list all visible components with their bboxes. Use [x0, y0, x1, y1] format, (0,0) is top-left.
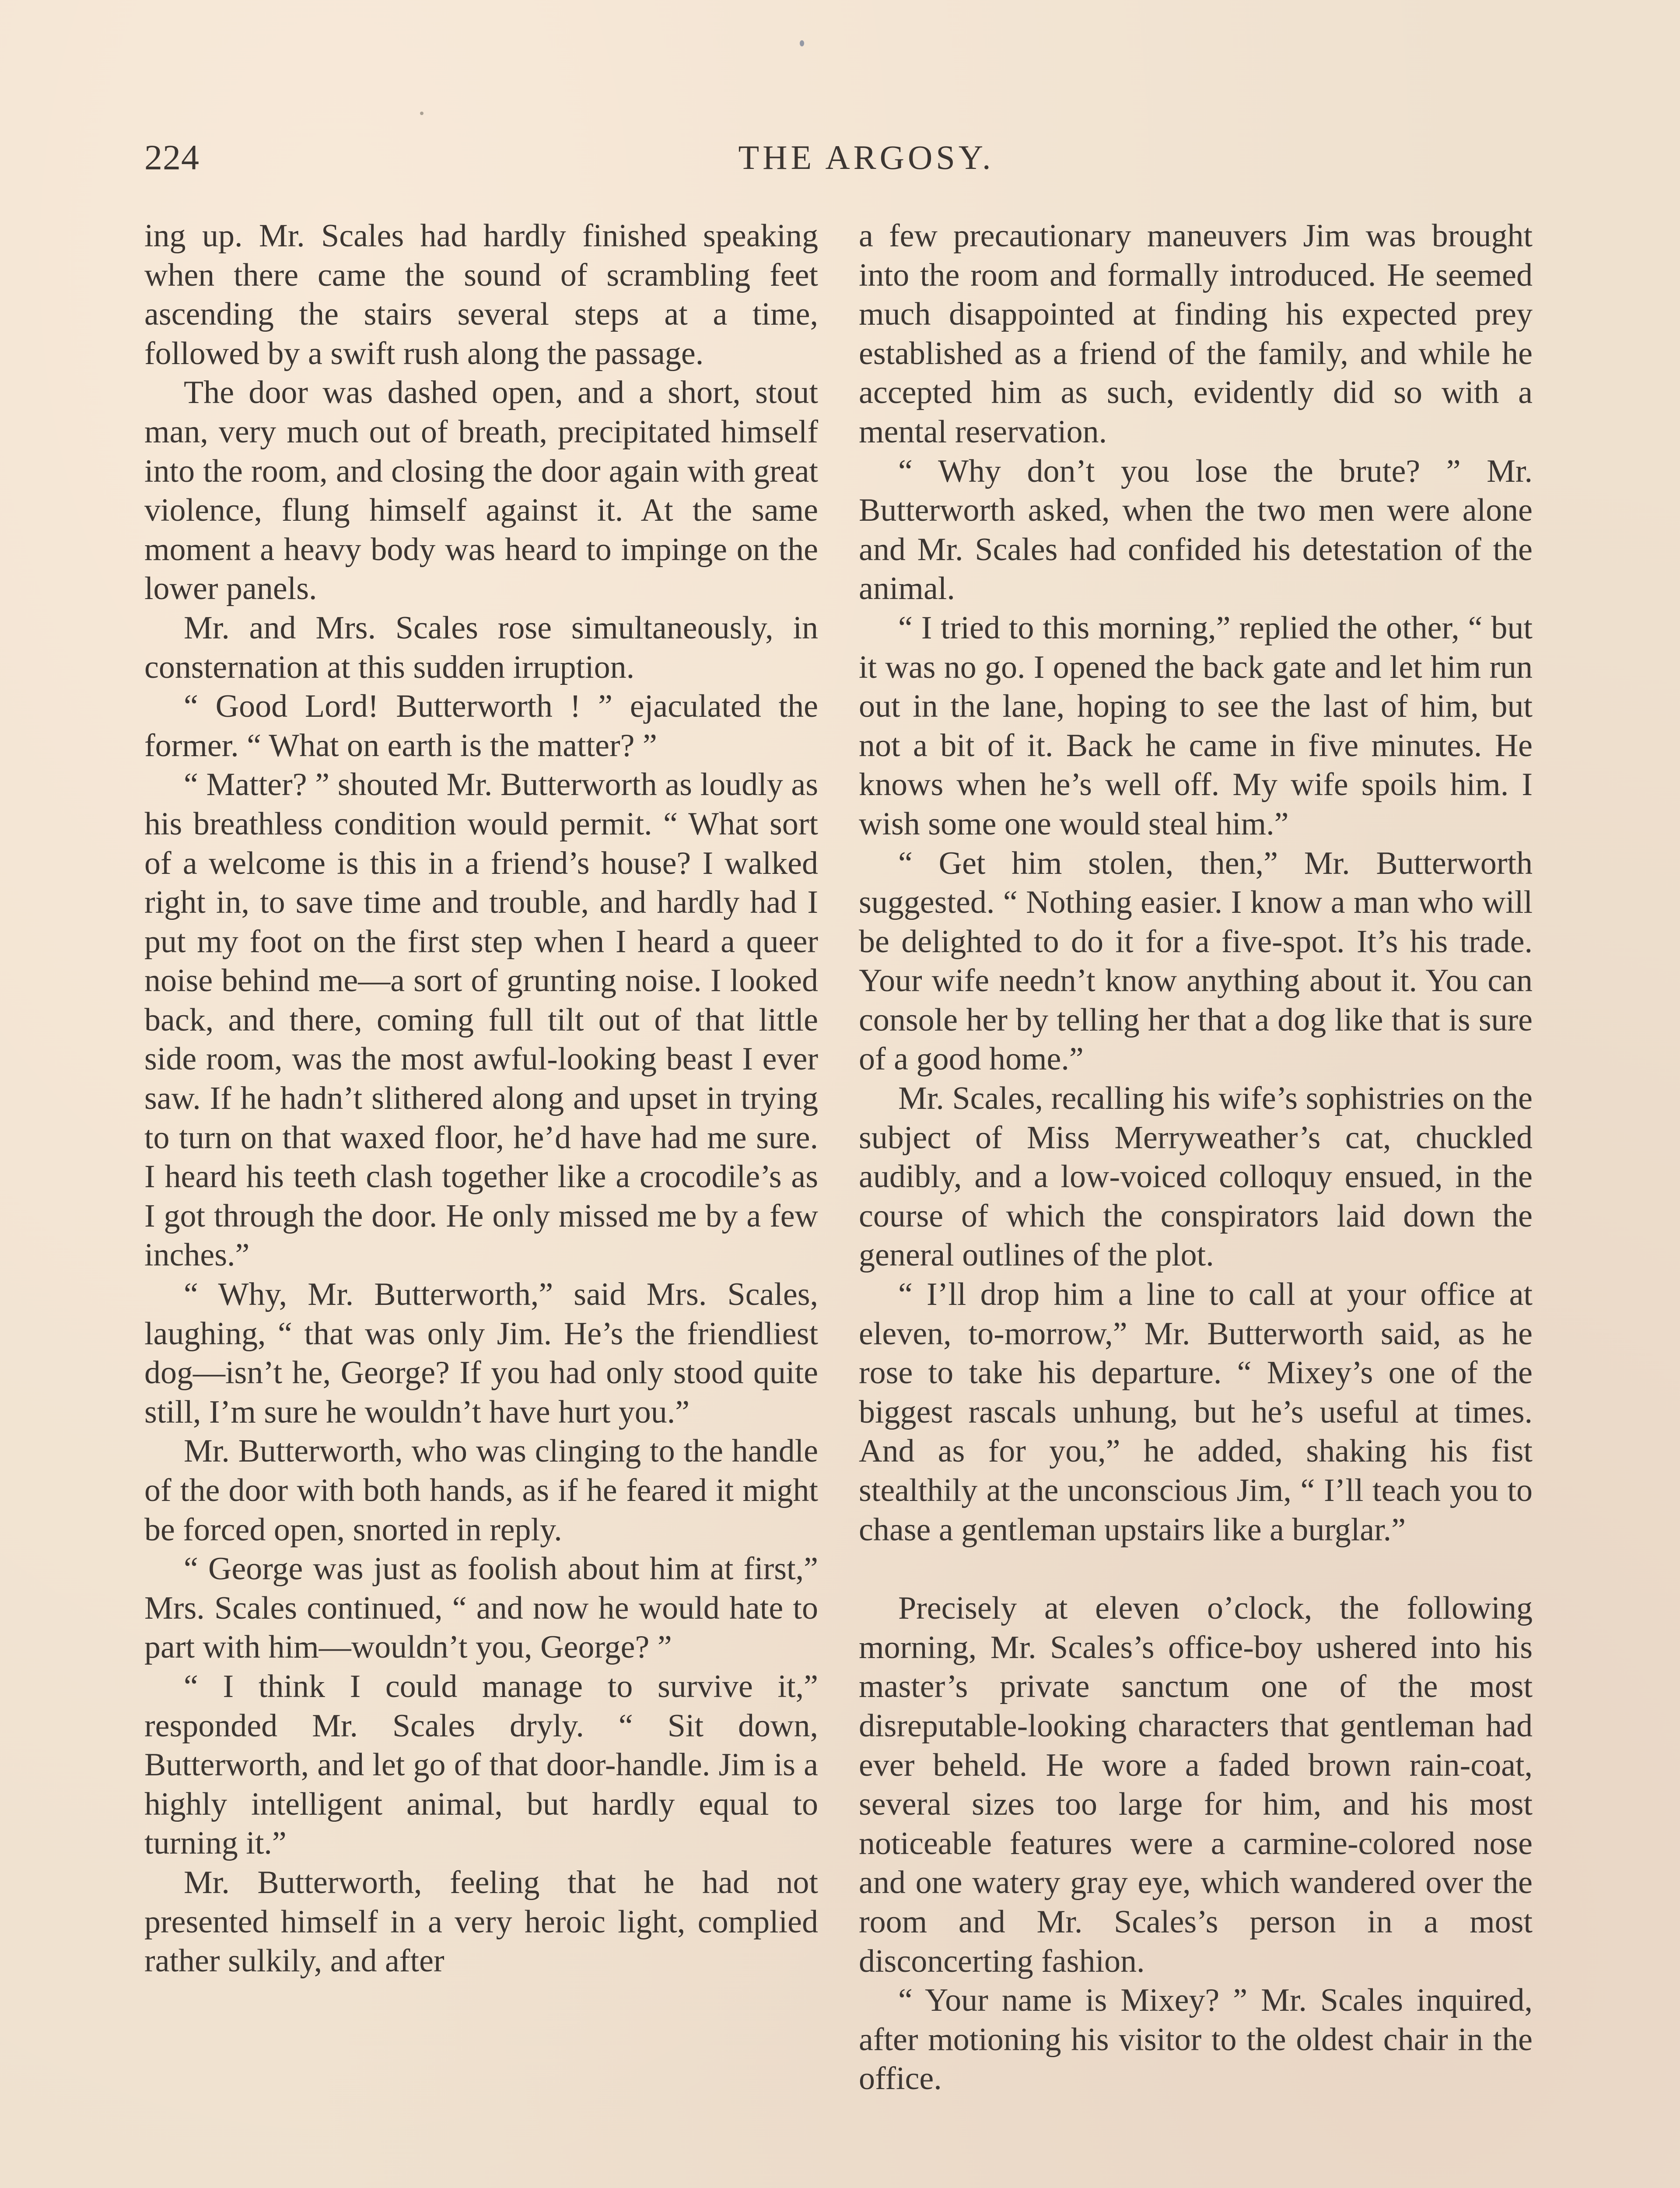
paragraph: a few precautionary maneuvers Jim was brought into the room and formally introduced. He seemed much disappointed at finding his expected prey established as a friend of the family, and while he accepted him as such, evidently did so with a mental reservation. [859, 218, 1533, 450]
paragraph: “ I’ll drop him a line to call at your office at eleven, to-morrow,” Mr. Butterworth said, as he rose to take his departure. “ Mixey’s one of the biggest rascals unhung, but he’s useful at times. And as for you,” he added, shaking his fist stealthily at the unconscious Jim, “ I’ll teach you to chase a gentleman upstairs like a burglar.” [859, 1276, 1533, 1548]
journal-title: THE ARGOSY. [738, 138, 994, 176]
paragraph: “ Get him stolen, then,” Mr. Butterworth suggested. “ Nothing easier. I know a man who will be delighted to do it for a five-spot. It’s his trade. Your wife needn’t know anything about it. You can console her by telling her that a dog like that is sure of a good home.” [859, 845, 1533, 1077]
paragraph: Mr. and Mrs. Scales rose simultaneously, in consternation at this sudden irruption. [144, 610, 818, 685]
paragraph: “ Matter? ” shouted Mr. Butterworth as loudly as his breathless condition would permit. “ What sort of a welcome is this in a friend’s house? I walked right in, to save time and trouble, and hardly had I put my foot on the first step when I heard a queer noise behind me—a sort of grunting noise. I looked back, and there, coming full tilt out of that little side room, was the most awful-looking beast I ever saw. If he hadn’t slithered along and upset in trying to turn on that waxed floor, he’d have had me sure. I heard his teeth clash together like a crocodile’s as I got through the door. He only missed me by a few inches.” [144, 767, 818, 1273]
paragraph: “ George was just as foolish about him at first,” Mrs. Scales continued, “ and now he would hate to part with him—wouldn’t you, George? ” [144, 1551, 818, 1666]
running-head [144, 131, 1536, 184]
page-number: 224 [144, 137, 200, 177]
paragraph: “ Why, Mr. Butterworth,” said Mrs. Scales, laughing, “ that was only Jim. He’s the friendliest dog—isn’t he, George? If you had only stood quite still, I’m sure he wouldn’t have hurt you.” [144, 1276, 818, 1430]
paragraph: Mr. Butterworth, who was clinging to the handle of the door with both hands, as if he feared it might be forced open, snorted in reply. [144, 1433, 818, 1548]
paragraph: “ Why don’t you lose the brute? ” Mr. Butterworth asked, when the two men were alone and Mr. Scales had confided his detestation of the animal. [859, 453, 1533, 607]
ink-speck [800, 40, 804, 46]
paragraph: Mr. Butterworth, feeling that he had not presented himself in a very heroic light, complied rather sulkily, and after [144, 1864, 818, 1979]
paragraph: “ Good Lord! Butterworth ! ” ejaculated the former. “ What on earth is the matter? ” [144, 688, 818, 764]
right-column [859, 217, 1533, 2099]
paragraph: “ Your name is Mixey? ” Mr. Scales inquired, after motioning his visitor to the oldest chair in the office. [859, 1982, 1533, 2097]
paragraph: Mr. Scales, recalling his wife’s sophistries on the subject of Miss Merryweather’s cat, chuckled audibly, and a low-voiced colloquy ensued, in the course of which the conspirators laid down the general outlines of the plot. [859, 1080, 1533, 1273]
paragraph: “ I think I could manage to survive it,” responded Mr. Scales dryly. “ Sit down, Butterworth, and let go of that door-handle. Jim is a highly intelligent animal, but hardly equal to turning it.” [144, 1668, 818, 1862]
paragraph: The door was dashed open, and a short, stout man, very much out of breath, precipitated himself into the room, and closing the door again with great violence, flung himself against it. At the same moment a heavy body was heard to impinge on the lower panels. [144, 375, 818, 607]
ink-speck [420, 112, 424, 115]
paragraph: ing up. Mr. Scales had hardly finished speaking when there came the sound of scrambling feet ascending the stairs several steps at a time, followed by a swift rush along the passage. [144, 218, 818, 372]
left-column [144, 217, 818, 1981]
paragraph: “ I tried to this morning,” replied the other, “ but it was no go. I opened the back gate and let him run out in the lane, hoping to see the last of him, but not a bit of it. Back he came in five minutes. He knows when he’s well off. My wife spoils him. I wish some one would steal him.” [859, 610, 1533, 842]
paragraph: Precisely at eleven o’clock, the following morning, Mr. Scales’s office-boy ushered into his master’s private sanctum one of the most disreputable-looking characters that gentleman had ever beheld. He wore a faded brown rain-coat, several sizes too large for him, and his most noticeable features were a carmine-colored nose and one watery gray eye, which wandered over the room and Mr. Scales’s person in a most disconcerting fashion. [859, 1590, 1533, 1979]
